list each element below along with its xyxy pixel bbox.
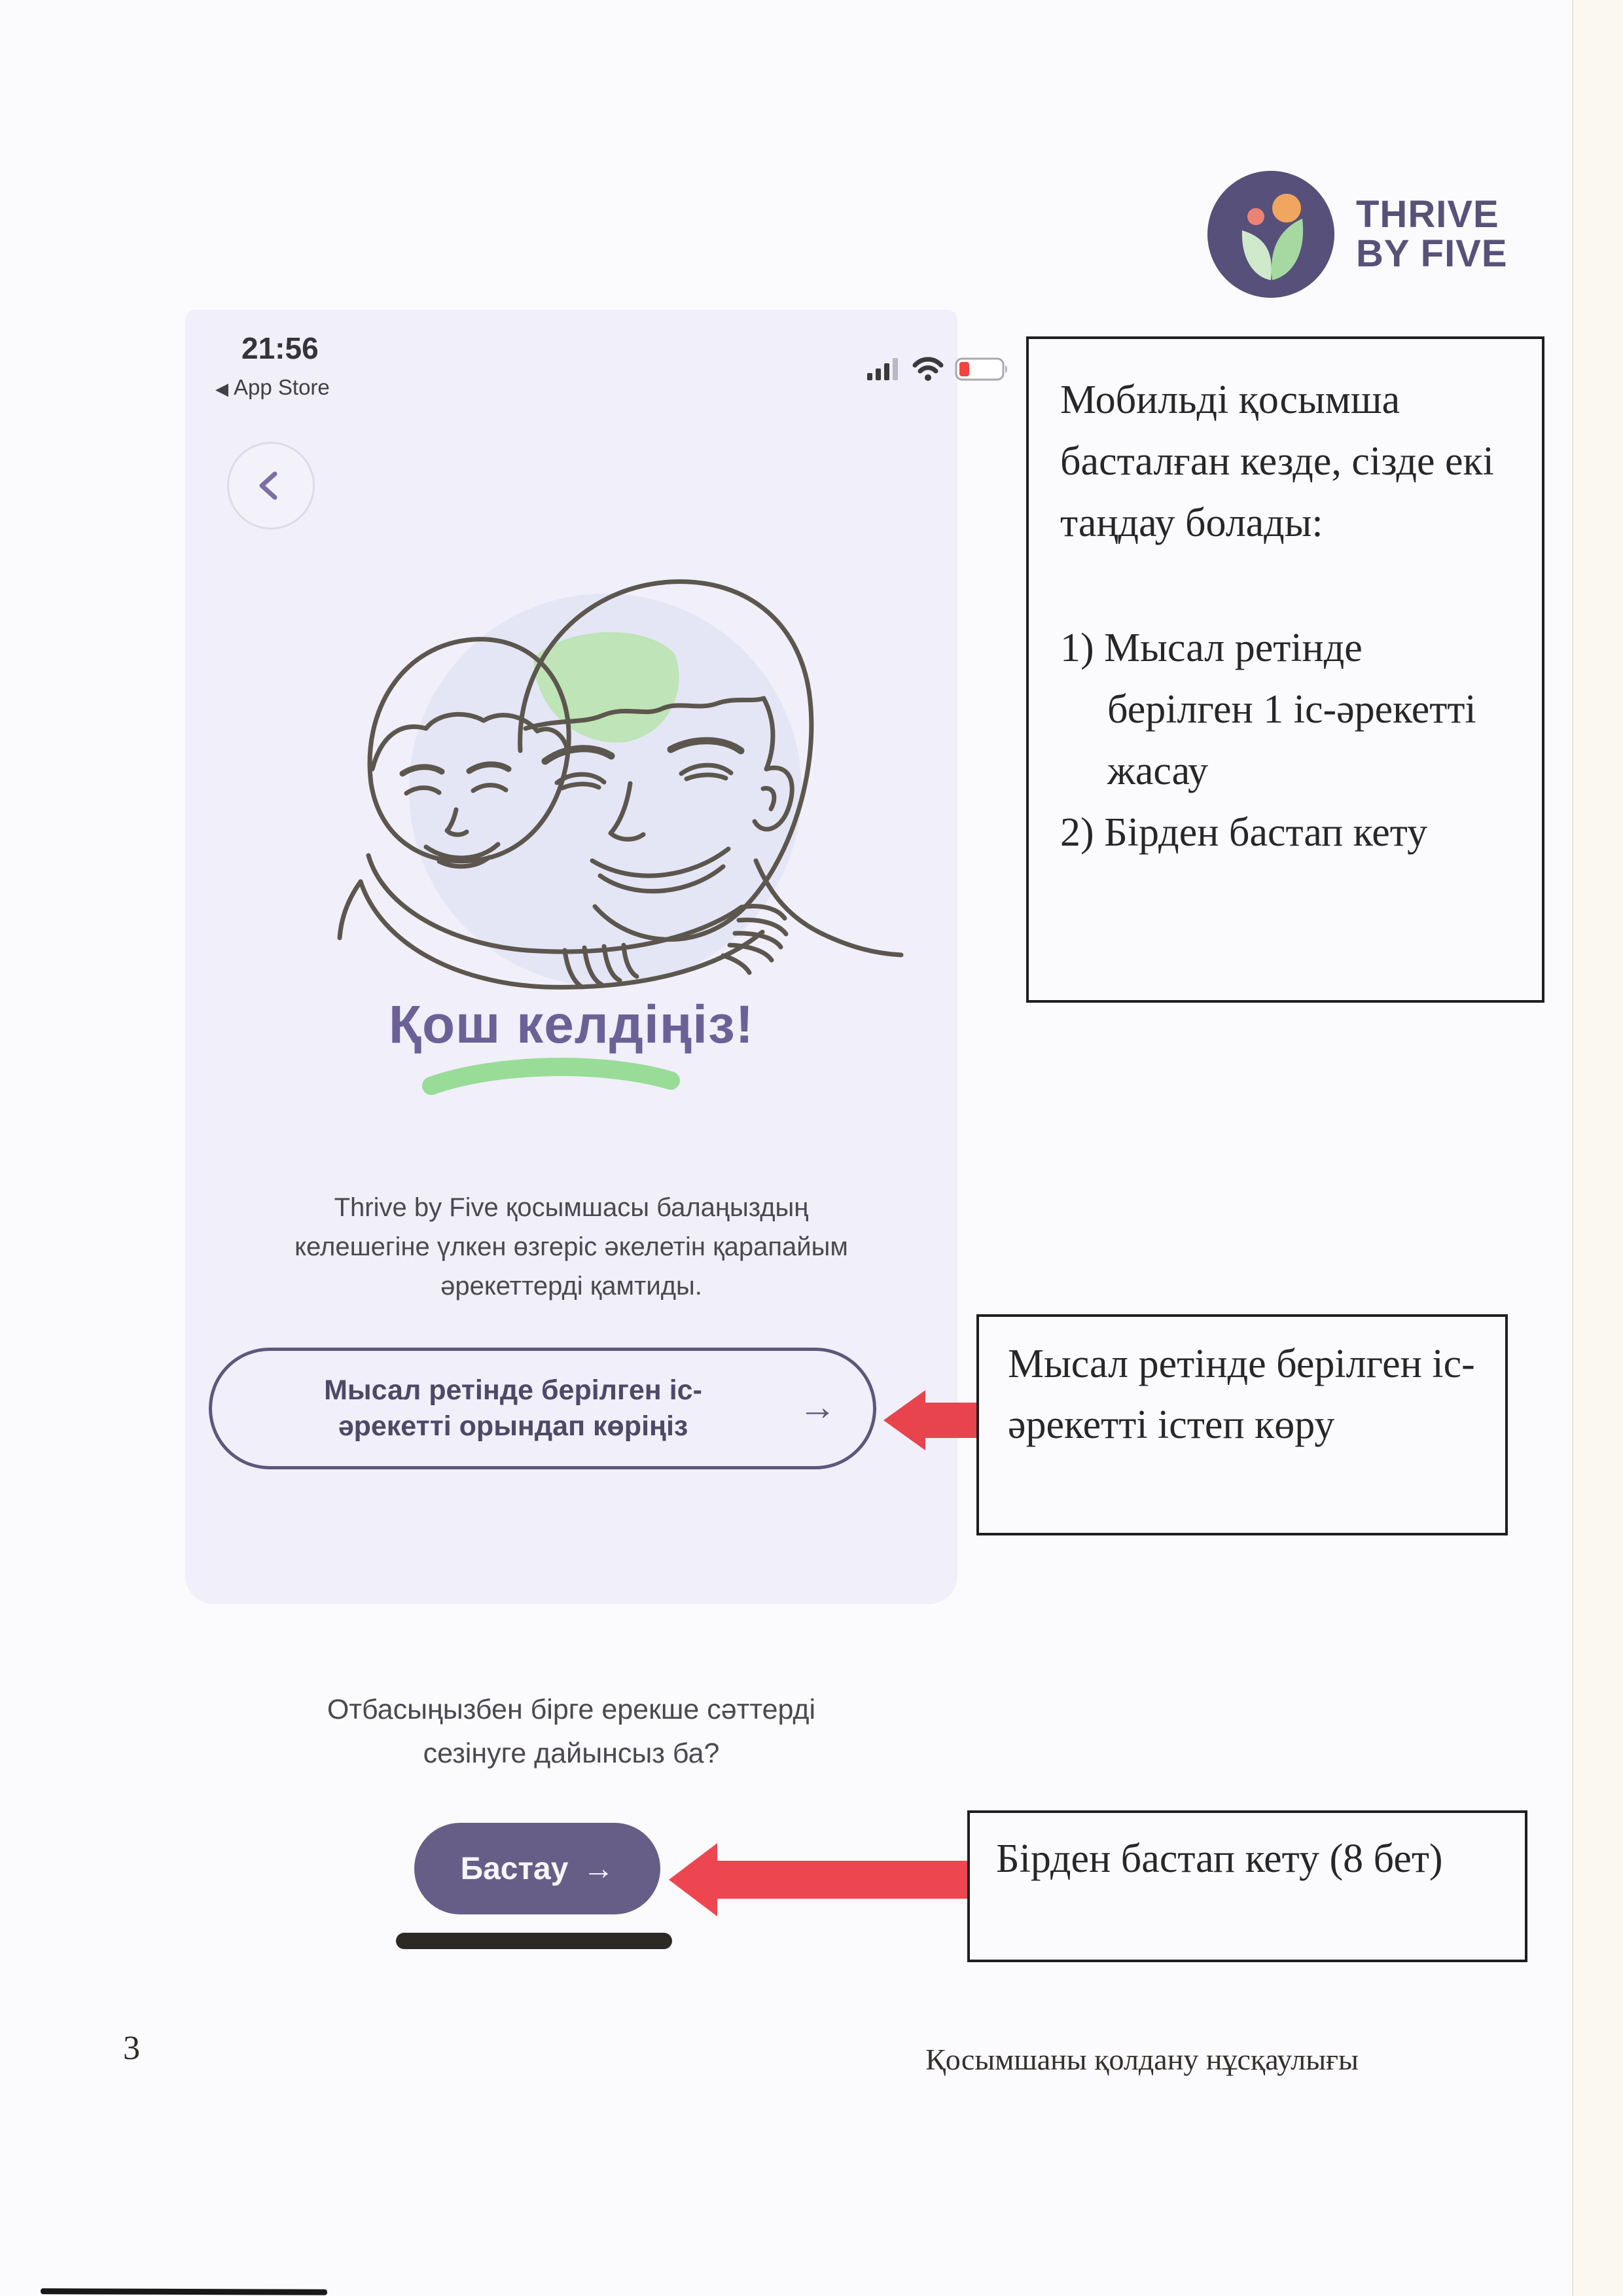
home-indicator [396, 1933, 672, 1949]
arrow-head-left-icon [883, 1390, 925, 1450]
battery-low-icon [955, 355, 1011, 383]
arrow-shaft [925, 1403, 982, 1438]
wifi-icon [912, 356, 944, 382]
annotation-intro-paragraph: Мобильді қосымша басталған кезде, сізде екі таңдау болады: [1060, 378, 1494, 546]
annotation-start-box: Бірден бастап кету (8 бет) [967, 1810, 1527, 1962]
callout-arrow-sample [883, 1390, 982, 1450]
green-underline-swoosh [419, 1053, 681, 1100]
start-button-label: Бастау [460, 1851, 569, 1886]
sample-label-line2: әрекетті орындап көріңіз [338, 1410, 688, 1442]
annotation-intro-item2: 2) Бірден бастап кету [1060, 810, 1428, 855]
try-sample-activity-button[interactable] [209, 1348, 876, 1469]
callout-arrow-start [669, 1843, 983, 1916]
app-store-label: App Store [234, 375, 330, 399]
logo-line2: BY FIVE [1356, 232, 1508, 275]
sample-label-line1: Мысал ретінде берілген іс- [324, 1374, 702, 1406]
ready-question-line1: Отбасыңызбен бірге ерекше сәттерді [327, 1694, 816, 1725]
try-sample-activity-label [324, 1372, 702, 1444]
thrive-logo-icon [1205, 169, 1336, 300]
arrow-right-icon: → [798, 1385, 836, 1428]
phone-screenshot [185, 310, 957, 1959]
arrow-shaft [717, 1861, 983, 1899]
logo-wordmark [1356, 192, 1508, 275]
page-number: 3 [123, 2030, 140, 2067]
ready-question [283, 1688, 859, 1775]
annotation-intro-item1: 1) Мысал ретінде берілген 1 іс-әрекетті жасау [1060, 625, 1476, 794]
status-bar-time: 21:56 [241, 331, 319, 365]
scan-edge-strip [1572, 0, 1623, 2296]
thrive-by-five-logo [1205, 169, 1508, 300]
cellular-signal-icon [866, 356, 901, 382]
logo-line1: THRIVE [1356, 192, 1499, 236]
welcome-title: Қош келдіңіз! [388, 995, 755, 1054]
arrow-right-icon: → [582, 1851, 615, 1886]
annotation-intro-box [1026, 336, 1544, 1003]
father-child-illustration [304, 553, 919, 993]
welcome-description: Thrive by Five қосымшасы балаңыздың келешегіне үлкен өзгеріс әкелетін қарапайым әрекеттерді қамтиды. [294, 1193, 848, 1300]
status-bar-icons [866, 355, 1011, 383]
start-button[interactable] [414, 1823, 660, 1914]
footer-title: Қосымшаны қолдану нұсқаулығы [925, 2043, 1359, 2076]
back-button[interactable] [227, 442, 315, 529]
ready-question-line2: сезінуге дайынсыз ба? [423, 1737, 720, 1769]
status-bar-app-store-link[interactable] [215, 375, 330, 400]
back-to-app-store-icon: ◀ [215, 379, 228, 399]
arrow-head-left-icon [669, 1843, 717, 1916]
annotation-sample-box: Мысал ретінде берілген іс-әрекетті істеп көру [976, 1314, 1508, 1535]
chevron-left-icon [250, 465, 292, 507]
scan-edge-bar [41, 2288, 327, 2295]
